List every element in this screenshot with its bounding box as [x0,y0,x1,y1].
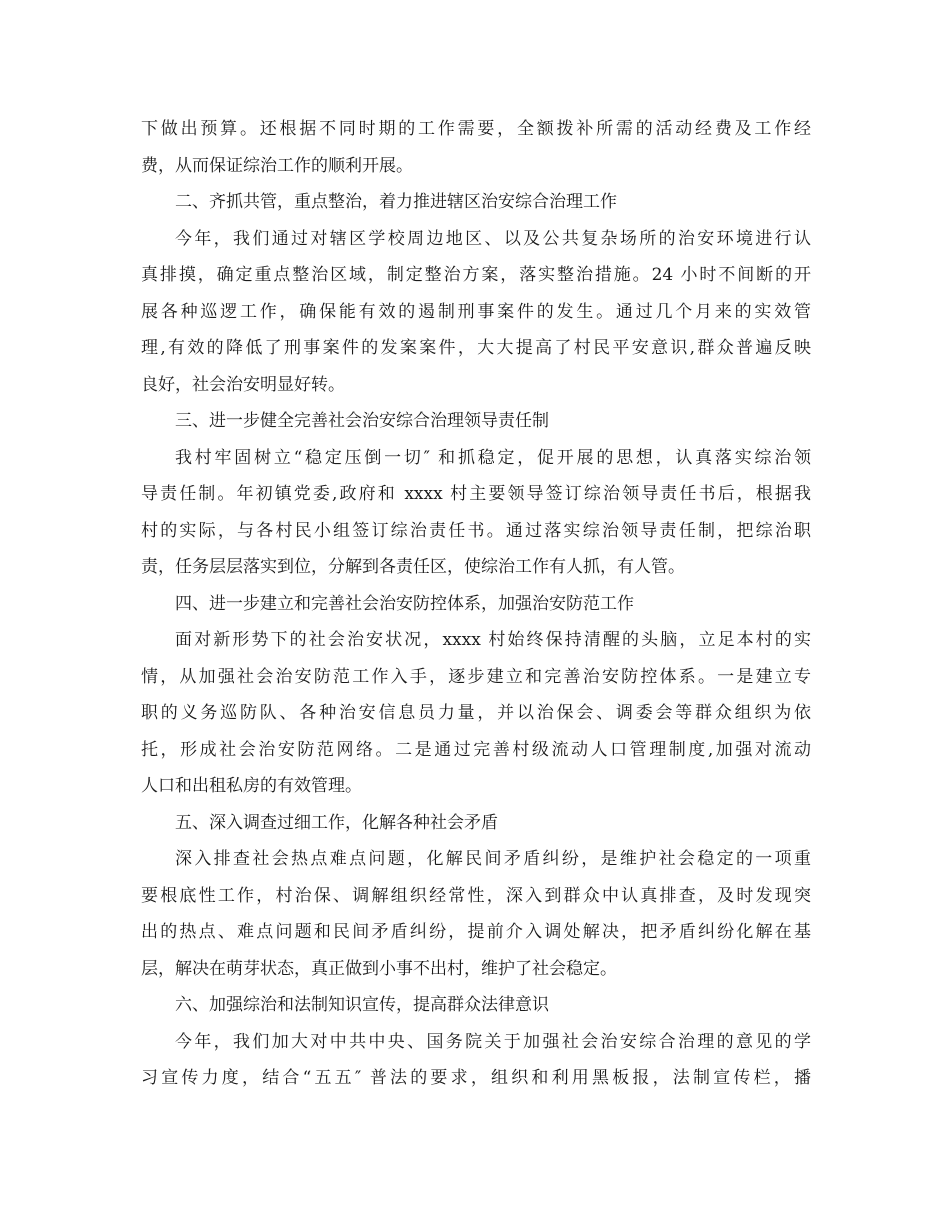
text-line: 展各种巡逻工作，确保能有效的遏制刑事案件的发生。通过几个月来的实效管 [141,301,811,322]
text-line: 下做出预算。还根据不同时期的工作需要，全额拨补所需的活动经费及工作经 [141,119,811,139]
text-line: 层，解决在萌芽状态，真正做到小事不出村，维护了社会稳定。 [141,958,617,979]
text-line: 真排摸，确定重点整治区域，制定整治方案，落实整治措施。24 小时不间断的开 [141,265,811,285]
text-line: 三、进一步健全完善社会治安综合治理领导责任制 [175,411,549,431]
text-line: 我村牢固树立“稳定压倒一切″ 和抓稳定，促开展的思想，认真落实综治领 [175,447,811,468]
text-line: 二、齐抓共管，重点整治，着力推进辖区治安综合治理工作 [175,192,617,212]
text-line: 导责任制。年初镇党委,政府和 xxxx 村主要领导签订综治领导责任书后，根据我 [141,484,811,504]
document-body [141,111,811,1097]
text-line: 五、深入调查过细工作，化解各种社会矛盾 [175,812,498,833]
text-line: 职的义务巡防队、各种治安信息员力量，并以治保会、调委会等群众组织为依 [141,703,811,723]
text-line: 四、进一步建立和完善社会治安防控体系，加强治安防范工作 [175,593,634,614]
text-line: 情，从加强社会治安防范工作入手，逐步建立和完善治安防控体系。一是建立专 [141,666,811,687]
text-line: 良好，社会治安明显好转。 [141,374,345,395]
text-line: 责，任务层层落实到位，分解到各责任区，使综治工作有人抓，有人管。 [141,557,685,577]
text-line: 出的热点、难点问题和民间矛盾纠纷，提前介入调处解决，把矛盾纠纷化解在基 [141,922,811,942]
text-line: 托，形成社会治安防范网络。二是通过完善村级流动人口管理制度,加强对流动 [141,739,811,760]
text-line: 习宣传力度，结合“五五″ 普法的要求，组织和利用黑板报，法制宣传栏，播 [141,1068,811,1088]
text-line: 要根底性工作，村治保、调解组织经常性，深入到群众中认真排查，及时发现突 [141,885,811,906]
text-line: 面对新形势下的社会治安状况，xxxx 村始终保持清醒的头脑，立足本村的实 [175,630,811,650]
text-line: 人口和出租私房的有效管理。 [141,776,362,796]
text-line: 理,有效的降低了刑事案件的发案案件，大大提高了村民平安意识,群众普遍反映 [141,338,811,358]
text-line: 村的实际，与各村民小组签订综治责任书。通过落实综治领导责任制，把综治职 [141,520,811,541]
text-line: 深入排查社会热点难点问题，化解民间矛盾纠纷，是维护社会稳定的一项重 [175,849,811,869]
text-line: 今年，我们通过对辖区学校周边地区、以及公共复杂场所的治安环境进行认 [175,228,811,249]
text-line: 六、加强综治和法制知识宣传，提高群众法律意识 [175,995,549,1015]
text-line: 费，从而保证综治工作的顺利开展。 [141,155,413,176]
text-line: 今年，我们加大对中共中央、国务院关于加强社会治安综合治理的意见的学 [175,1031,811,1052]
